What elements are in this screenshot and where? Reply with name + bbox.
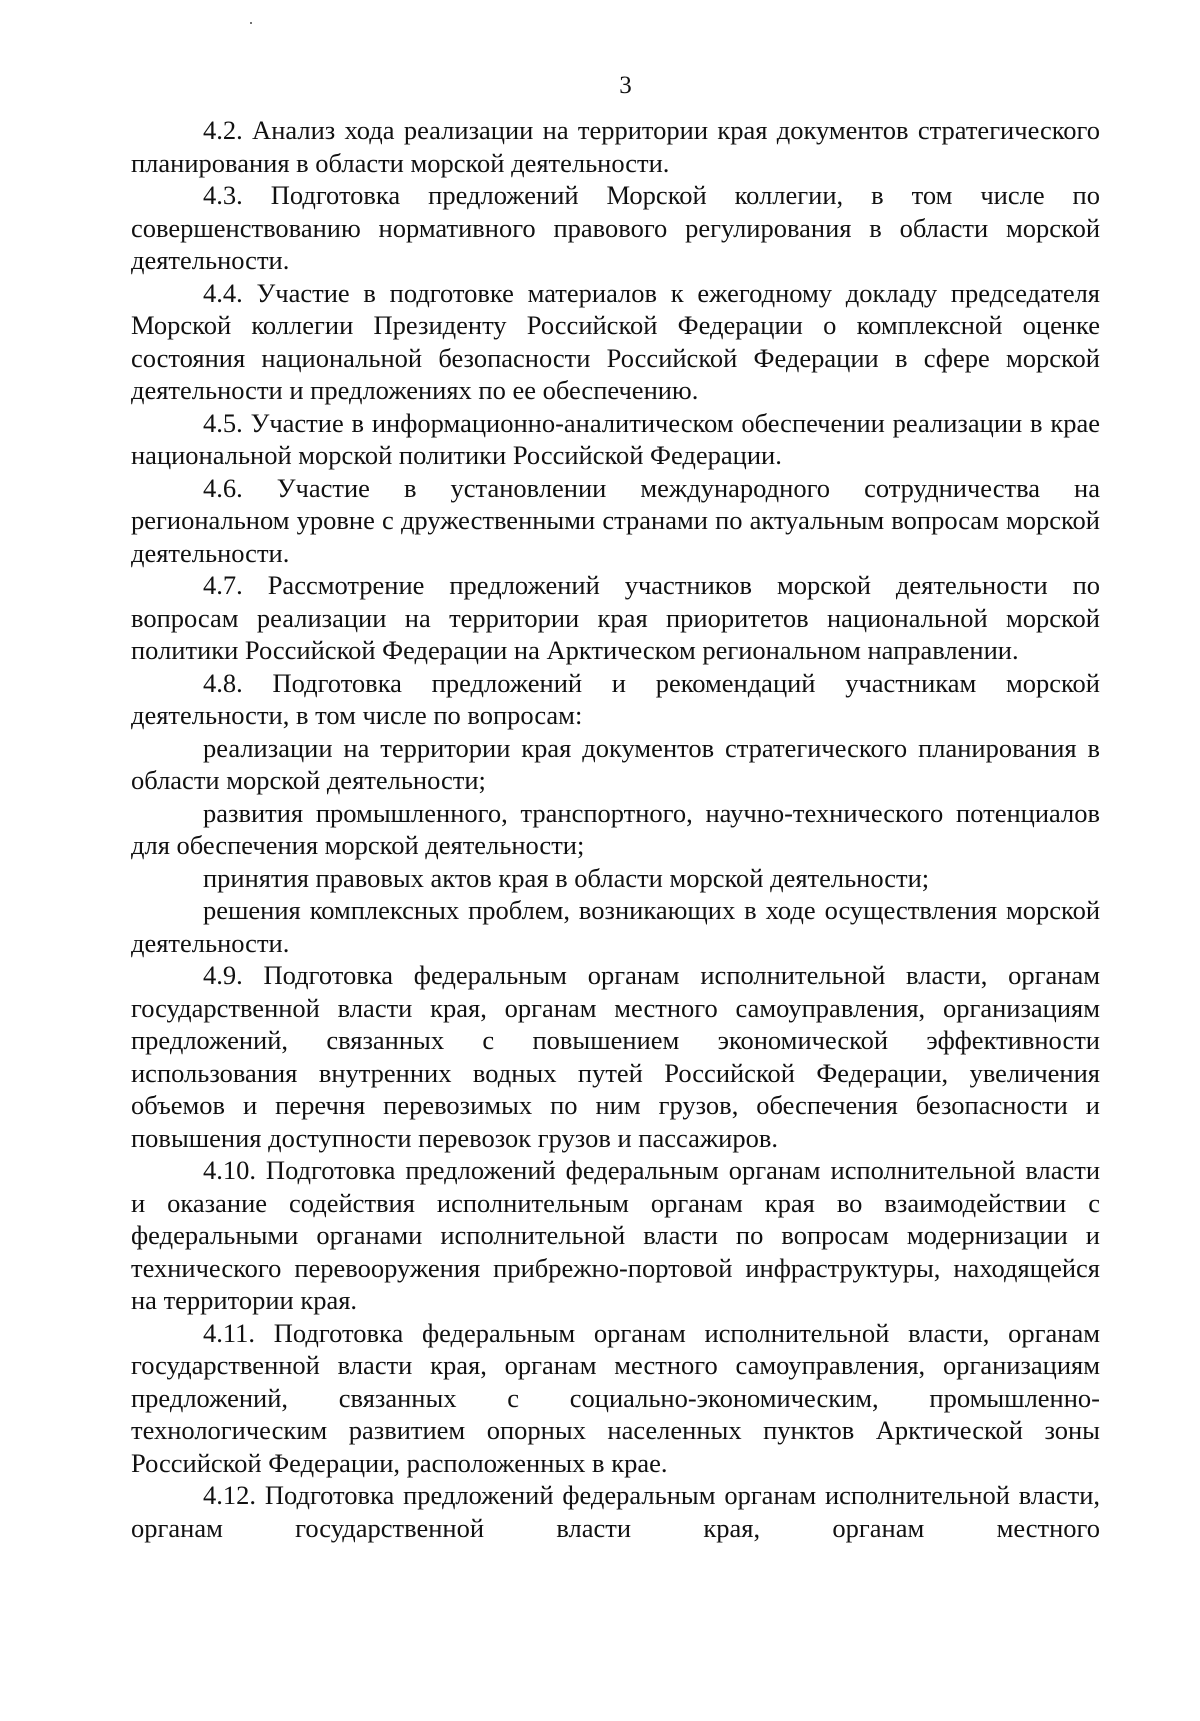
paragraph-4-8: 4.8. Подготовка предложений и рекомендаций участникам морской деятельности, в том числе по вопросам:	[131, 667, 1100, 730]
paragraph-4-3: 4.3. Подготовка предложений Морской коллегии, в том числе по совершенствованию нормативного правового регулирования в области морской деятельности.	[131, 180, 1100, 275]
paragraph-4-5: 4.5. Участие в информационно-аналитическом обеспечении реализации в крае национальной морской политики Российской Федерации.	[131, 407, 1100, 470]
paragraph-4-4: 4.4. Участие в подготовке материалов к ежегодному докладу председателя Морской коллегии Президенту Российской Федерации о комплексной оценке состояния национальной безопасности Российской Федерации в сфере морской деятельности и предложениях по ее обеспечению.	[131, 277, 1100, 405]
paragraph-4-7: 4.7. Рассмотрение предложений участников морской деятельности по вопросам реализации на территории края приоритетов национальной морской политики Российской Федерации на Арктическом региональном направлении.	[131, 570, 1100, 665]
list-item-legal-acts: принятия правовых актов края в области морской деятельности;	[203, 862, 930, 893]
paragraph-4-10: 4.10. Подготовка предложений федеральным органам исполнительной власти и оказание содействия исполнительным органам края во взаимодействии с федеральными органами исполнительной власти по вопросам модернизации и технического перевооружения прибрежно-портовой инфраструктуры, находящейся на территории края.	[131, 1155, 1100, 1315]
list-item-strategic-planning: реализации на территории края документов стратегического планирования в области морской деятельности;	[131, 732, 1100, 795]
page-number: 3	[619, 72, 632, 99]
list-item-complex-problems: решения комплексных проблем, возникающих в ходе осуществления морской деятельности.	[131, 895, 1100, 958]
paragraph-4-9: 4.9. Подготовка федеральным органам исполнительной власти, органам государственной власти края, органам местного самоуправления, организациям предложений, связанных с повышением экономической эффективности использования внутренних водных путей Российской Федерации, увеличения объемов и перечня перевозимых по ним грузов, обеспечения безопасности и повышения доступности перевозок грузов и пассажиров.	[131, 960, 1100, 1153]
list-item-industrial-potential: развития промышленного, транспортного, научно-технического потенциалов для обеспечения морской деятельности;	[131, 797, 1100, 860]
paragraph-4-11: 4.11. Подготовка федеральным органам исполнительной власти, органам государственной власти края, органам местного самоуправления, организациям предложений, связанных с социально-экономическим, промышленно-технологическим развитием опорных населенных пунктов Арктической зоны Российской Федерации, расположенных в крае.	[131, 1317, 1100, 1478]
scan-speck	[250, 22, 252, 24]
paragraph-4-6: 4.6. Участие в установлении международного сотрудничества на региональном уровне с дружественными странами по актуальным вопросам морской деятельности.	[131, 472, 1100, 568]
paragraph-4-12: 4.12. Подготовка предложений федеральным органам исполнительной власти, органам государственной власти края, органам местного	[131, 1480, 1100, 1543]
paragraph-4-2: 4.2. Анализ хода реализации на территории края документов стратегического планирования в области морской деятельности.	[131, 115, 1100, 178]
